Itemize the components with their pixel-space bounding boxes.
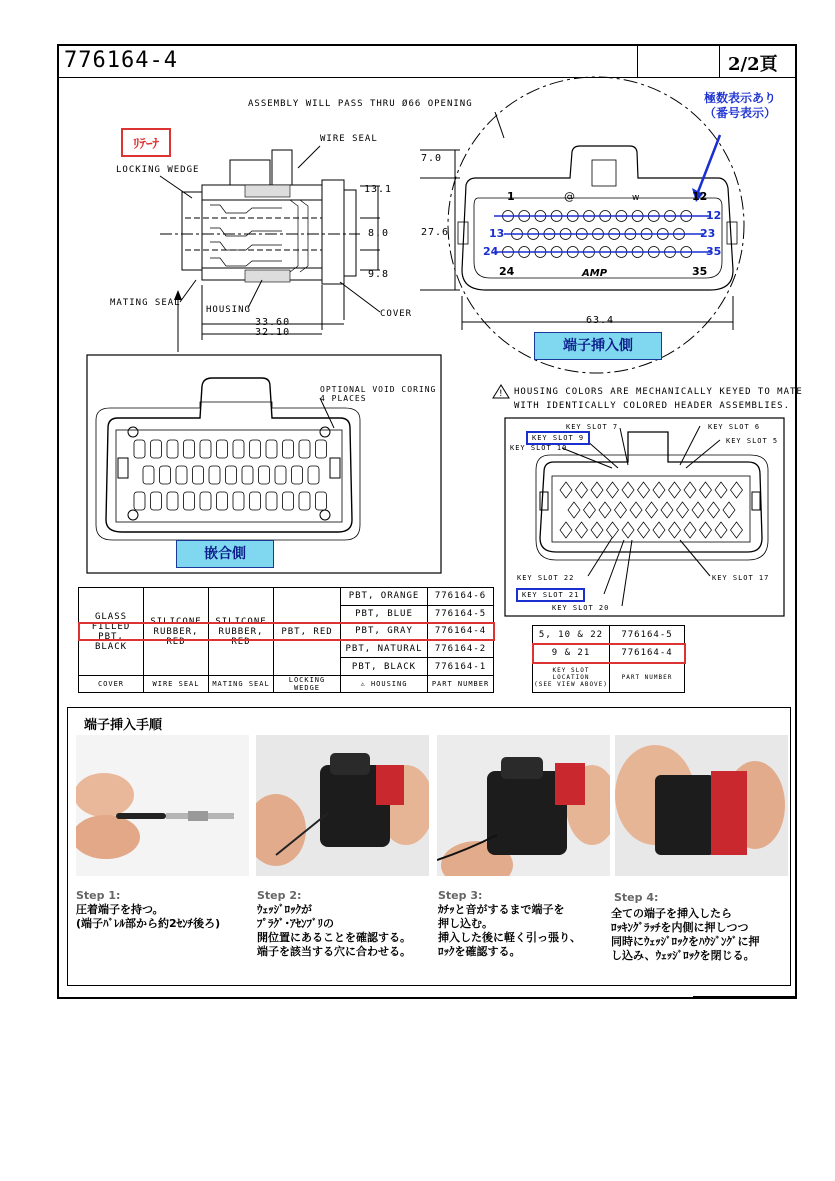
part-cell: 776164-2 xyxy=(428,640,494,658)
optional-void-label: OPTIONAL VOID CORING xyxy=(320,385,437,394)
key-cavity xyxy=(584,502,596,518)
warning-icon: ⚠ xyxy=(360,680,366,688)
procedure-title: 端子挿入手順 xyxy=(84,718,163,733)
table-footer-cell: PART NUMBER xyxy=(610,663,685,693)
socket-cell xyxy=(184,440,195,458)
wire-seal-material: SILICONE RUBBER, RED xyxy=(144,588,209,676)
step-2-photo xyxy=(256,735,429,876)
key-cavity xyxy=(599,502,611,518)
page-indicator: 2/2頁 xyxy=(728,54,778,75)
socket-cell xyxy=(200,492,211,510)
svg-text:!: ! xyxy=(499,389,503,399)
socket-cell xyxy=(233,440,244,458)
table-footer-cell xyxy=(341,676,428,693)
socket-cell xyxy=(217,492,228,510)
dim-63-4: 63.4 xyxy=(586,315,615,326)
socket-cell xyxy=(160,466,171,484)
locking-wedge-label: LOCKING WEDGE xyxy=(116,165,200,175)
row-label-35: 35 xyxy=(706,245,722,258)
socket-cell xyxy=(226,466,237,484)
housing-cell: PBT, BLACK xyxy=(341,658,428,676)
socket-cell xyxy=(233,492,244,510)
table-footer-cell: LOCKING WEDGE xyxy=(274,676,341,693)
mating-seal-label: MATING SEAL xyxy=(110,298,181,308)
connector-photo-icon xyxy=(437,735,610,876)
key-cavity xyxy=(607,482,619,498)
key-cavity xyxy=(653,482,665,498)
socket-cell xyxy=(292,466,303,484)
socket-cell xyxy=(167,492,178,510)
socket-cell xyxy=(283,492,294,510)
socket-cell xyxy=(176,466,187,484)
key-cavity xyxy=(708,502,720,518)
key-slot-21: KEY SLOT 21 xyxy=(516,588,585,602)
numbering-note xyxy=(690,91,790,121)
socket-cell xyxy=(143,466,154,484)
step-3-text: ｶﾁｯと音がするまで端子を 押し込む。 挿入した後に軽く引っ張り、 ﾛｯｸを確認する。 xyxy=(438,903,581,958)
step-2-title: Step 2: xyxy=(257,889,302,902)
dim-8-0: 8.0 xyxy=(368,228,390,239)
key-cavity xyxy=(591,522,603,538)
key-cavity xyxy=(715,482,727,498)
key-cavity xyxy=(576,482,588,498)
mating-side-label: 嵌合側 xyxy=(176,540,274,568)
key-cavity xyxy=(731,522,743,538)
opening-circle xyxy=(448,77,744,373)
wire-seal-label: WIRE SEAL xyxy=(320,134,378,144)
key-cavity xyxy=(615,502,627,518)
key-cavity xyxy=(700,482,712,498)
socket-cell xyxy=(316,440,327,458)
step-4-text: 全ての端子を挿入したら ﾛｯｷﾝｸﾞﾗｯﾁを内側に押しつつ 同時にｳｪｯｼﾞﾛｯｸをﾊｳｼﾞﾝｸﾞに押 し込み、ｳｪｯｼﾞﾛｯｸを閉じる。 xyxy=(611,907,760,962)
key-cavity xyxy=(560,482,572,498)
table-footer-cell: COVER xyxy=(79,676,144,693)
step-1-title: Step 1: xyxy=(76,889,121,902)
key-slot-table xyxy=(532,625,685,693)
key-cavity xyxy=(723,502,735,518)
key-cavity xyxy=(669,522,681,538)
key-slot-cell: 9 & 21 xyxy=(533,644,610,663)
key-cavity xyxy=(653,522,665,538)
socket-cell xyxy=(200,440,211,458)
key-cavity xyxy=(684,482,696,498)
pin-12-label: 12 xyxy=(692,190,708,203)
cover-material: GLASS FILLED PBT, BLACK xyxy=(79,588,144,676)
numbering-note-line2: （番号表示） xyxy=(703,106,776,120)
housing-cell: PBT, BLUE xyxy=(341,605,428,623)
key-cavity xyxy=(677,502,689,518)
socket-cell xyxy=(193,466,204,484)
key-cavity xyxy=(669,482,681,498)
socket-cell xyxy=(266,440,277,458)
row-label-13: 13 xyxy=(489,227,505,240)
warning-line2: WITH IDENTICALLY COLORED HEADER ASSEMBLIES. xyxy=(514,401,790,411)
socket-cell xyxy=(242,466,253,484)
socket-cell xyxy=(259,466,270,484)
key-cavity xyxy=(630,502,642,518)
void-places-label: 4 PLACES xyxy=(320,394,367,403)
svg-text:@: @ xyxy=(564,190,575,203)
key-slot-cell: 5, 10 & 22 xyxy=(533,626,610,645)
dim-27-6: 27.6 xyxy=(421,227,450,238)
socket-cell xyxy=(275,466,286,484)
dim-7-0: 7.0 xyxy=(421,153,443,164)
part-cell: 776164-5 xyxy=(428,605,494,623)
step-1-text: 圧着端子を持つ。 (端子ﾊﾞﾚﾙ部から約2ｾﾝﾁ後ろ) xyxy=(76,903,221,930)
key-slot-6: KEY SLOT 6 xyxy=(708,423,761,431)
socket-cell xyxy=(209,466,220,484)
connector-photo-icon xyxy=(615,735,788,876)
mating-cells xyxy=(134,440,327,510)
dim-13-1: 13.1 xyxy=(364,184,393,195)
key-slot-20: KEY SLOT 20 xyxy=(552,604,610,612)
socket-cell xyxy=(283,440,294,458)
key-cells xyxy=(560,482,743,538)
table-footer-cell: WIRE SEAL xyxy=(144,676,209,693)
table-footer-cell: MATING SEAL xyxy=(209,676,274,693)
step-4-title: Step 4: xyxy=(614,891,659,904)
key-cavity xyxy=(661,502,673,518)
pin-35-label: 35 xyxy=(692,265,708,278)
pin-1-label: 1 xyxy=(507,190,515,203)
pin-24-label: 24 xyxy=(499,265,515,278)
highlighted-row xyxy=(533,644,685,663)
socket-cell xyxy=(151,492,162,510)
row-label-24: 24 xyxy=(483,245,499,258)
part-cell: 776164-6 xyxy=(428,588,494,606)
step-3-title: Step 3: xyxy=(438,889,483,902)
key-cavity xyxy=(731,482,743,498)
key-slot-7: KEY SLOT 7 xyxy=(566,423,619,431)
key-cavity xyxy=(607,522,619,538)
key-cavity xyxy=(638,482,650,498)
terminal-insert-side-label: 端子挿入側 xyxy=(534,332,662,360)
housing-cell: PBT, ORANGE xyxy=(341,588,428,606)
key-cavity xyxy=(700,522,712,538)
key-cavity xyxy=(715,522,727,538)
key-slot-22: KEY SLOT 22 xyxy=(517,574,575,582)
table-footer-cell: KEY SLOT LOCATION (SEE VIEW ABOVE) xyxy=(533,663,610,693)
key-cavity xyxy=(646,502,658,518)
row-label-12: 12 xyxy=(706,209,722,222)
part-cell: 776164-4 xyxy=(428,623,494,641)
side-view xyxy=(160,146,380,340)
dim-33-60: 33.60 xyxy=(255,317,291,328)
key-cavity xyxy=(560,522,572,538)
housing-footer-label: HOUSING xyxy=(370,680,408,688)
socket-cell xyxy=(299,440,310,458)
key-slot-10: KEY SLOT 10 xyxy=(510,444,568,452)
warning-line1: HOUSING COLORS ARE MECHANICALLY KEYED TO MATE xyxy=(514,387,803,397)
socket-cell xyxy=(308,466,319,484)
socket-cell xyxy=(250,492,261,510)
socket-cell xyxy=(134,492,145,510)
cover-label: COVER xyxy=(380,309,413,319)
terminal-photo-icon xyxy=(76,735,249,876)
step-2-text: ｳｪｯｼﾞﾛｯｸが ﾌﾟﾗｸﾞ･ｱｾﾝﾌﾞﾘの 開位置にあることを確認する。 端子を該当する穴に合わせる。 xyxy=(257,903,411,958)
key-cavity xyxy=(591,482,603,498)
material-table xyxy=(78,587,494,693)
row-label-23: 23 xyxy=(700,227,716,240)
mating-seal-material: SILICONE RUBBER, RED xyxy=(209,588,274,676)
socket-cell xyxy=(134,440,145,458)
key-cavity xyxy=(622,482,634,498)
locking-wedge-material: PBT, RED xyxy=(274,588,341,676)
part-cell: 776164-1 xyxy=(428,658,494,676)
socket-cell xyxy=(217,440,228,458)
table-footer-cell: PART NUMBER xyxy=(428,676,494,693)
dim-32-10: 32.10 xyxy=(255,327,291,338)
key-cavity xyxy=(684,522,696,538)
part-number-title: 776164-4 xyxy=(64,48,178,73)
socket-cell xyxy=(299,492,310,510)
assembly-note: ASSEMBLY WILL PASS THRU Ø66 OPENING xyxy=(248,99,473,109)
part-cell: 776164-4 xyxy=(610,644,685,663)
dim-9-8: 9.8 xyxy=(368,269,390,280)
step-1-photo xyxy=(76,735,249,876)
step-4-photo xyxy=(615,735,788,876)
socket-cell xyxy=(250,440,261,458)
socket-cell xyxy=(167,440,178,458)
key-cavity xyxy=(576,522,588,538)
socket-cell xyxy=(151,440,162,458)
corner-mark xyxy=(693,996,797,999)
housing-label: HOUSING xyxy=(206,305,251,315)
housing-cell: PBT, GRAY xyxy=(341,623,428,641)
svg-text:w: w xyxy=(632,193,640,203)
part-cell: 776164-5 xyxy=(610,626,685,645)
housing-cell: PBT, NATURAL xyxy=(341,640,428,658)
leader-line xyxy=(495,112,504,138)
key-slot-9: KEY SLOT 9 xyxy=(526,431,590,445)
amp-logo: AMP xyxy=(582,268,608,279)
retainer-label: ﾘﾃｰﾅ xyxy=(121,128,171,157)
connector-photo-icon xyxy=(256,735,429,876)
key-slot-5: KEY SLOT 5 xyxy=(726,437,779,445)
step-3-photo xyxy=(437,735,610,876)
key-cavity xyxy=(638,522,650,538)
key-cavity xyxy=(568,502,580,518)
socket-cell xyxy=(316,492,327,510)
socket-cell xyxy=(266,492,277,510)
key-cavity xyxy=(692,502,704,518)
socket-cell xyxy=(184,492,195,510)
key-slot-17: KEY SLOT 17 xyxy=(712,574,770,582)
numbering-note-line1: 極数表示あり xyxy=(703,91,776,105)
key-cavity xyxy=(622,522,634,538)
